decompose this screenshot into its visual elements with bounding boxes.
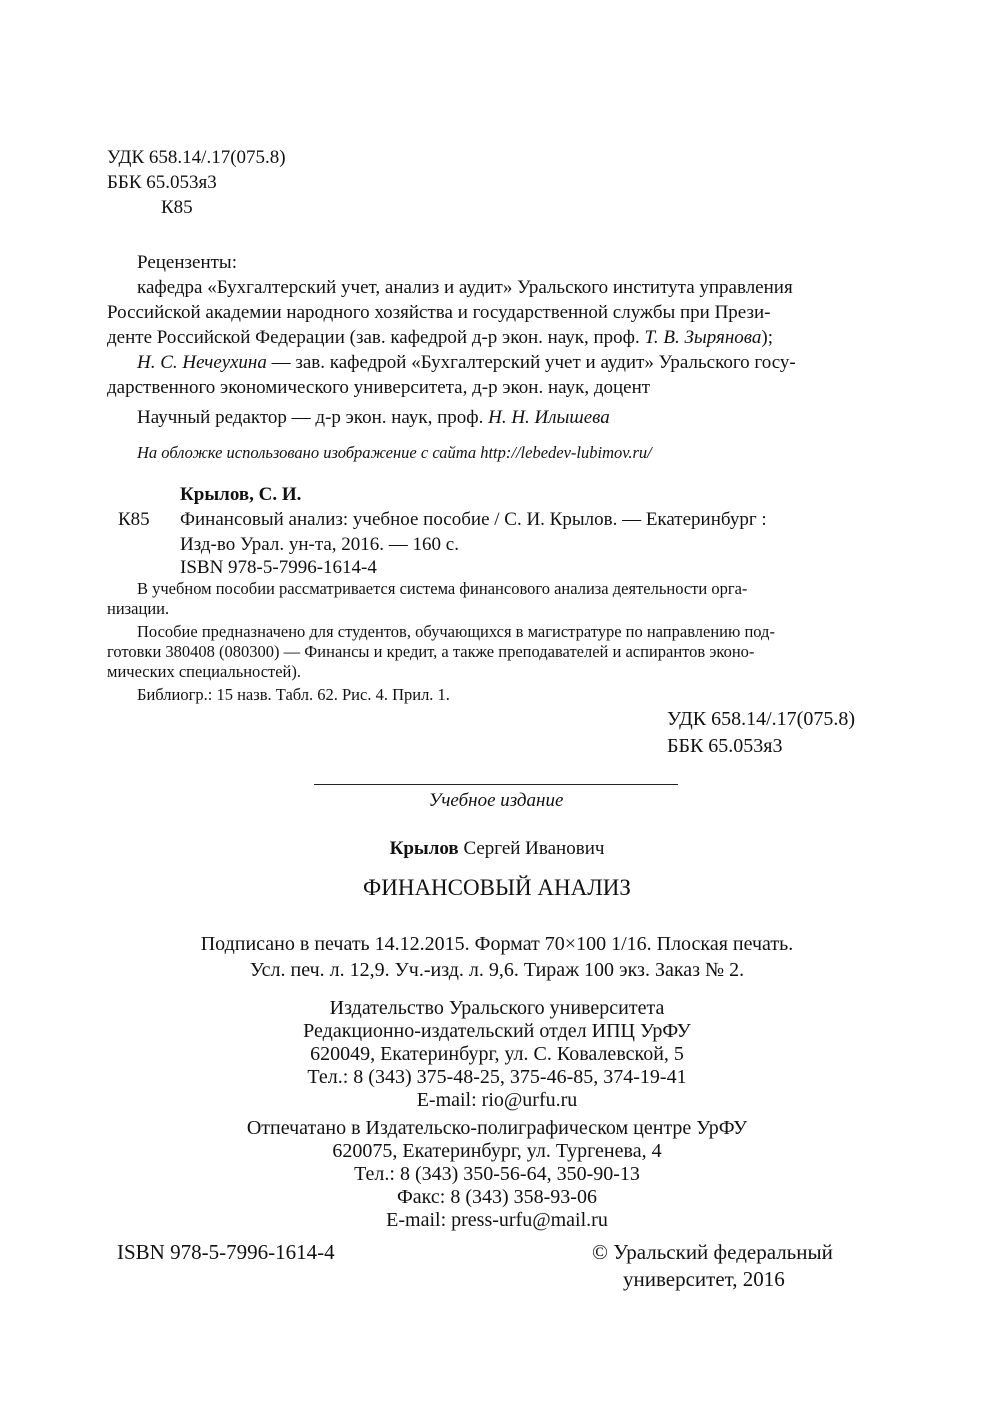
reviewer-1-line-2: Российской академии народного хозяйства и государственной службы при Прези- [107, 302, 771, 323]
author-mark: К85 [161, 197, 193, 218]
printer-fax: Факс: 8 (343) 358-93-06 [397, 1186, 597, 1208]
reviewer-2-name: Н. С. Нечеухина [137, 352, 267, 373]
reviewer-2-text: — зав. кафедрой «Бухгалтерский учет и аудит» Уральского госу- [266, 352, 796, 373]
publisher-email: E-mail: rio@urfu.ru [416, 1089, 578, 1111]
copyright-line-2: университет, 2016 [623, 1267, 785, 1291]
printer-address: 620075, Екатеринбург, ул. Тургенева, 4 [332, 1140, 662, 1162]
publisher-name: Издательство Уральского университета [329, 997, 665, 1019]
publisher-dept: Редакционно-издательский отдел ИПЦ УрФУ [303, 1020, 691, 1042]
author-surname: Крылов [389, 838, 459, 859]
reviewer-1-tail: ); [761, 327, 773, 348]
print-info-line-2: Усл. печ. л. 12,9. Уч.-изд. л. 9,6. Тираж 100 экз. Заказ № 2. [249, 959, 745, 981]
printer-email: E-mail: press-urfu@mail.ru [386, 1209, 608, 1231]
editor-name: Н. Н. Илышева [488, 407, 610, 428]
udk-code-right: УДК 658.14/.17(075.8) [667, 708, 855, 730]
publisher-address: 620049, Екатеринбург, ул. С. Ковалевской, 5 [310, 1043, 684, 1065]
copyright-line-1: © Уральский федеральный [592, 1240, 833, 1264]
abstract-p1-line-1: В учебном пособии рассматривается система финансового анализа деятельности орга- [137, 579, 748, 598]
reviewer-1-line-1: кафедра «Бухгалтерский учет, анализ и аудит» Уральского института управления [137, 277, 793, 298]
printer-name: Отпечатано в Издательско-полиграфическом центре УрФУ [246, 1117, 748, 1139]
edition-type: Учебное издание [428, 790, 564, 811]
printer-phone: Тел.: 8 (343) 350-56-64, 350-90-13 [354, 1163, 640, 1185]
divider-line [314, 784, 678, 785]
abstract-p2-line-2: готовки 380408 (080300) — Финансы и кредит, а также преподавателей и аспирантов эконо- [107, 642, 755, 661]
catalog-mark: К85 [118, 509, 150, 530]
reviewers-title: Рецензенты: [137, 252, 237, 273]
author-given-names: Сергей Иванович [458, 838, 605, 859]
publisher-phone: Тел.: 8 (343) 375-48-25, 375-46-85, 374-19-41 [307, 1066, 687, 1088]
bibliography-stats: Библиогр.: 15 назв. Табл. 62. Рис. 4. Прил. 1. [137, 685, 450, 704]
book-title: ФИНАНСОВЫЙ АНАЛИЗ [363, 875, 631, 900]
abstract-p2-line-1: Пособие предназначено для студентов, обучающихся в магистратуре по направлению под- [137, 622, 775, 641]
catalog-author: Крылов, С. И. [180, 484, 302, 505]
print-info-line-1: Подписано в печать 14.12.2015. Формат 70×100 1/16. Плоская печать. [200, 933, 794, 955]
bbk-code: ББК 65.053я3 [107, 172, 217, 193]
catalog-publisher: Изд-во Урал. ун-та, 2016. — 160 с. [180, 534, 459, 555]
reviewer-2-line-1 [137, 351, 796, 375]
reviewer-1-head-name: Т. В. Зырянова [644, 327, 762, 348]
reviewer-1-text: денте Российской Федерации (зав. кафедрой д-р экон. наук, проф. [107, 327, 645, 348]
scientific-editor [137, 406, 610, 430]
abstract-p1-line-2: низации. [107, 599, 170, 618]
cover-image-note: На обложке использовано изображение с сайта http://lebedev-lubimov.ru/ [137, 443, 652, 462]
catalog-title: Финансовый анализ: учебное пособие / С. И. Крылов. — Екатеринбург : [180, 509, 767, 530]
udk-code: УДК 658.14/.17(075.8) [107, 147, 286, 168]
reviewer-1-line-3 [107, 326, 773, 350]
author-full-name [0, 837, 994, 861]
abstract-p2-line-3: мических специальностей). [107, 662, 302, 681]
catalog-isbn: ISBN 978-5-7996-1614-4 [180, 557, 377, 578]
bbk-code-right: ББК 65.053я3 [667, 735, 783, 757]
footer-isbn: ISBN 978-5-7996-1614-4 [117, 1240, 335, 1264]
editor-prefix: Научный редактор — д-р экон. наук, проф. [137, 407, 489, 428]
reviewer-2-line-2: дарственного экономического университета, д-р экон. наук, доцент [107, 377, 651, 398]
